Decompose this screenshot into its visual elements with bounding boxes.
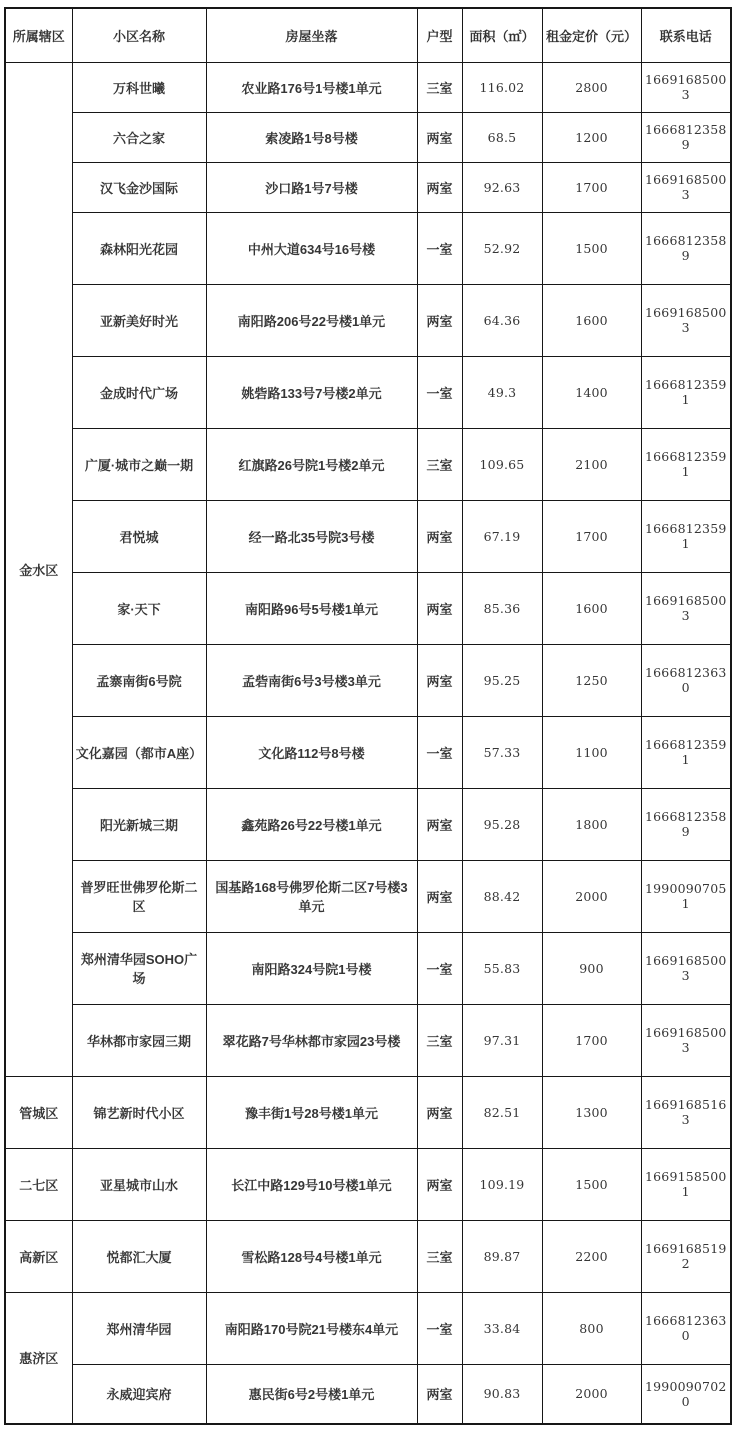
area-cell: 95.28	[462, 788, 542, 860]
area-cell: 116.02	[462, 62, 542, 112]
address-cell: 南阳路170号院21号楼东4单元	[206, 1292, 417, 1364]
layout-cell: 一室	[417, 1292, 462, 1364]
area-cell: 82.51	[462, 1076, 542, 1148]
phone-cell: 16668123589	[641, 788, 731, 860]
table-row	[5, 572, 731, 644]
area-cell: 67.19	[462, 500, 542, 572]
layout-cell: 三室	[417, 1004, 462, 1076]
rent-cell: 1700	[542, 1004, 641, 1076]
address-cell: 惠民街6号2号楼1单元	[206, 1364, 417, 1424]
address-cell: 南阳路96号5号楼1单元	[206, 572, 417, 644]
rent-cell: 2000	[542, 860, 641, 932]
table-row	[5, 644, 731, 716]
phone-cell: 16691685163	[641, 1076, 731, 1148]
address-cell: 红旗路26号院1号楼2单元	[206, 428, 417, 500]
header-cell-area: 面积（㎡）	[462, 8, 542, 62]
community-cell: 悦都汇大厦	[72, 1220, 206, 1292]
area-cell: 95.25	[462, 644, 542, 716]
address-cell: 国基路168号佛罗伦斯二区7号楼3单元	[206, 860, 417, 932]
district-cell: 金水区	[5, 62, 72, 1076]
rent-cell: 1500	[542, 212, 641, 284]
community-cell: 君悦城	[72, 500, 206, 572]
address-cell: 鑫苑路26号22号楼1单元	[206, 788, 417, 860]
rent-cell: 2000	[542, 1364, 641, 1424]
rent-cell: 2100	[542, 428, 641, 500]
table-row	[5, 1292, 731, 1364]
layout-cell: 两室	[417, 788, 462, 860]
phone-cell: 16691585001	[641, 1148, 731, 1220]
rent-cell: 1700	[542, 500, 641, 572]
header-row	[5, 8, 731, 62]
layout-cell: 两室	[417, 644, 462, 716]
layout-cell: 三室	[417, 1220, 462, 1292]
phone-cell: 16668123589	[641, 112, 731, 162]
header-cell-phone: 联系电话	[641, 8, 731, 62]
header-cell-rent: 租金定价（元）	[542, 8, 641, 62]
community-cell: 森林阳光花园	[72, 212, 206, 284]
phone-cell: 16668123591	[641, 428, 731, 500]
area-cell: 55.83	[462, 932, 542, 1004]
address-cell: 孟砦南街6号3号楼3单元	[206, 644, 417, 716]
layout-cell: 两室	[417, 1076, 462, 1148]
area-cell: 89.87	[462, 1220, 542, 1292]
community-cell: 亚新美好时光	[72, 284, 206, 356]
area-cell: 92.63	[462, 162, 542, 212]
community-cell: 郑州清华园	[72, 1292, 206, 1364]
address-cell: 文化路112号8号楼	[206, 716, 417, 788]
rent-cell: 1800	[542, 788, 641, 860]
address-cell: 翠花路7号华林都市家园23号楼	[206, 1004, 417, 1076]
layout-cell: 两室	[417, 162, 462, 212]
area-cell: 88.42	[462, 860, 542, 932]
table-row	[5, 1076, 731, 1148]
table-row	[5, 1220, 731, 1292]
layout-cell: 两室	[417, 284, 462, 356]
address-cell: 姚砦路133号7号楼2单元	[206, 356, 417, 428]
layout-cell: 两室	[417, 860, 462, 932]
phone-cell: 16668123591	[641, 356, 731, 428]
table-row	[5, 112, 731, 162]
layout-cell: 一室	[417, 356, 462, 428]
address-cell: 经一路北35号院3号楼	[206, 500, 417, 572]
phone-cell: 16691685003	[641, 1004, 731, 1076]
area-cell: 109.19	[462, 1148, 542, 1220]
address-cell: 南阳路206号22号楼1单元	[206, 284, 417, 356]
address-cell: 南阳路324号院1号楼	[206, 932, 417, 1004]
area-cell: 109.65	[462, 428, 542, 500]
table-row	[5, 788, 731, 860]
area-cell: 90.83	[462, 1364, 542, 1424]
area-cell: 49.3	[462, 356, 542, 428]
layout-cell: 三室	[417, 62, 462, 112]
rent-cell: 2800	[542, 62, 641, 112]
rent-cell: 2200	[542, 1220, 641, 1292]
layout-cell: 一室	[417, 212, 462, 284]
district-cell: 管城区	[5, 1076, 72, 1148]
community-cell: 广厦·城市之巅一期	[72, 428, 206, 500]
community-cell: 郑州清华园SOHO广场	[72, 932, 206, 1004]
phone-cell: 16691685003	[641, 572, 731, 644]
table-body	[5, 62, 731, 1424]
address-cell: 沙口路1号7号楼	[206, 162, 417, 212]
header-cell-address: 房屋坐落	[206, 8, 417, 62]
area-cell: 85.36	[462, 572, 542, 644]
phone-cell: 16691685003	[641, 162, 731, 212]
area-cell: 33.84	[462, 1292, 542, 1364]
layout-cell: 两室	[417, 500, 462, 572]
community-cell: 锦艺新时代小区	[72, 1076, 206, 1148]
community-cell: 普罗旺世佛罗伦斯二区	[72, 860, 206, 932]
phone-cell: 16691685192	[641, 1220, 731, 1292]
rent-cell: 800	[542, 1292, 641, 1364]
district-cell: 高新区	[5, 1220, 72, 1292]
community-cell: 汉飞金沙国际	[72, 162, 206, 212]
address-cell: 索凌路1号8号楼	[206, 112, 417, 162]
area-cell: 64.36	[462, 284, 542, 356]
community-cell: 文化嘉园（都市A座）	[72, 716, 206, 788]
layout-cell: 两室	[417, 572, 462, 644]
table-row	[5, 212, 731, 284]
area-cell: 52.92	[462, 212, 542, 284]
layout-cell: 两室	[417, 112, 462, 162]
table-row	[5, 284, 731, 356]
address-cell: 豫丰街1号28号楼1单元	[206, 1076, 417, 1148]
rent-cell: 1600	[542, 572, 641, 644]
rent-cell: 900	[542, 932, 641, 1004]
header-cell-layout: 户型	[417, 8, 462, 62]
table-row	[5, 356, 731, 428]
table-row	[5, 428, 731, 500]
layout-cell: 一室	[417, 716, 462, 788]
table-row	[5, 860, 731, 932]
community-cell: 金成时代广场	[72, 356, 206, 428]
table-row	[5, 932, 731, 1004]
rental-listings-table	[4, 7, 732, 1425]
community-cell: 永威迎宾府	[72, 1364, 206, 1424]
rent-cell: 1250	[542, 644, 641, 716]
area-cell: 57.33	[462, 716, 542, 788]
community-cell: 六合之家	[72, 112, 206, 162]
header-cell-community: 小区名称	[72, 8, 206, 62]
header-cell-district: 所属辖区	[5, 8, 72, 62]
layout-cell: 两室	[417, 1364, 462, 1424]
rent-cell: 1700	[542, 162, 641, 212]
community-cell: 华林都市家园三期	[72, 1004, 206, 1076]
phone-cell: 16668123589	[641, 212, 731, 284]
table-row	[5, 1364, 731, 1424]
layout-cell: 两室	[417, 1148, 462, 1220]
table-row	[5, 500, 731, 572]
rent-cell: 1200	[542, 112, 641, 162]
phone-cell: 16691685003	[641, 284, 731, 356]
district-cell: 二七区	[5, 1148, 72, 1220]
address-cell: 长江中路129号10号楼1单元	[206, 1148, 417, 1220]
phone-cell: 16691685003	[641, 62, 731, 112]
phone-cell: 19900907051	[641, 860, 731, 932]
layout-cell: 一室	[417, 932, 462, 1004]
rent-cell: 1400	[542, 356, 641, 428]
rent-cell: 1100	[542, 716, 641, 788]
rent-cell: 1300	[542, 1076, 641, 1148]
rent-cell: 1500	[542, 1148, 641, 1220]
table-row	[5, 1148, 731, 1220]
address-cell: 雪松路128号4号楼1单元	[206, 1220, 417, 1292]
community-cell: 阳光新城三期	[72, 788, 206, 860]
address-cell: 农业路176号1号楼1单元	[206, 62, 417, 112]
phone-cell: 16668123591	[641, 716, 731, 788]
table-row	[5, 1004, 731, 1076]
community-cell: 家·天下	[72, 572, 206, 644]
table-row	[5, 162, 731, 212]
rent-cell: 1600	[542, 284, 641, 356]
layout-cell: 三室	[417, 428, 462, 500]
phone-cell: 16668123591	[641, 500, 731, 572]
table-row	[5, 62, 731, 112]
phone-cell: 19900907020	[641, 1364, 731, 1424]
phone-cell: 16691685003	[641, 932, 731, 1004]
area-cell: 97.31	[462, 1004, 542, 1076]
community-cell: 孟寨南街6号院	[72, 644, 206, 716]
phone-cell: 16668123630	[641, 1292, 731, 1364]
district-cell: 惠济区	[5, 1292, 72, 1424]
community-cell: 万科世曦	[72, 62, 206, 112]
address-cell: 中州大道634号16号楼	[206, 212, 417, 284]
table-row	[5, 716, 731, 788]
area-cell: 68.5	[462, 112, 542, 162]
community-cell: 亚星城市山水	[72, 1148, 206, 1220]
phone-cell: 16668123630	[641, 644, 731, 716]
